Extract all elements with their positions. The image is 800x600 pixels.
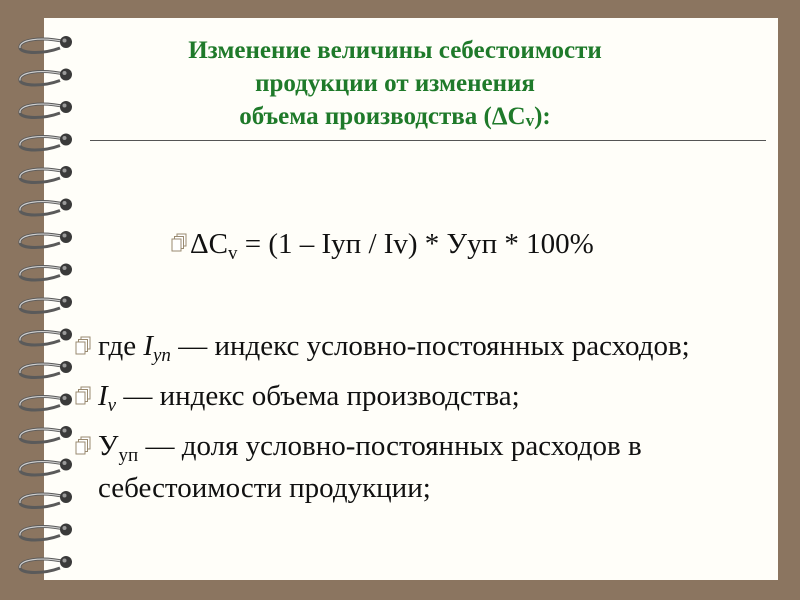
definition-item (60, 330, 780, 372)
title-line-3-suffix: ): (534, 103, 551, 130)
formula-lhs-sub: v (228, 243, 238, 264)
page-title (100, 34, 690, 137)
definition-item (60, 430, 780, 505)
definition-prefix: где (98, 330, 144, 362)
spiral-ring-icon (20, 524, 72, 541)
title-line-2: продукции от изменения (255, 70, 535, 97)
title-line-3 (100, 100, 690, 137)
definition-item (60, 380, 780, 422)
formula-line (170, 228, 594, 265)
title-divider (90, 140, 766, 141)
stacked-pages-icon (74, 334, 92, 356)
spiral-ring-icon (20, 231, 72, 248)
spiral-ring-icon (20, 556, 72, 573)
spiral-ring-icon (20, 199, 72, 216)
stacked-pages-icon (74, 434, 92, 456)
title-line-1: Изменение величины себестоимости (188, 37, 602, 64)
spiral-ring-icon (20, 69, 72, 86)
spiral-ring-icon (20, 101, 72, 118)
spiral-ring-icon (20, 134, 72, 151)
definition-text: — индекс условно-постоянных расходов; (170, 330, 690, 362)
stacked-pages-icon (170, 231, 188, 253)
formula-lhs: ΔC (190, 228, 228, 260)
definition-symbol-sub: уп (118, 445, 139, 466)
stacked-pages-icon (74, 384, 92, 406)
definitions-list (60, 330, 780, 513)
definition-text: — доля условно-постоянных расходов в себестоимости продукции; (98, 430, 642, 504)
definition-text: — индекс объема производства; (116, 380, 520, 412)
definition-symbol: I (98, 380, 108, 412)
spiral-ring-icon (20, 166, 72, 183)
definition-symbol-sub: v (107, 395, 117, 416)
spiral-ring-icon (20, 264, 72, 281)
formula-rhs: = (1 – Iуп / Iv) * Уyп * 100% (237, 228, 594, 260)
title-line-3-prefix: объема производства (ΔC (239, 103, 526, 130)
definition-symbol: У (98, 430, 119, 462)
definition-symbol: I (143, 330, 153, 362)
spiral-ring-icon (20, 36, 72, 53)
spiral-ring-icon (20, 296, 72, 313)
definition-symbol-sub: уп (153, 345, 171, 366)
title-line-3-sub: v (525, 111, 535, 130)
